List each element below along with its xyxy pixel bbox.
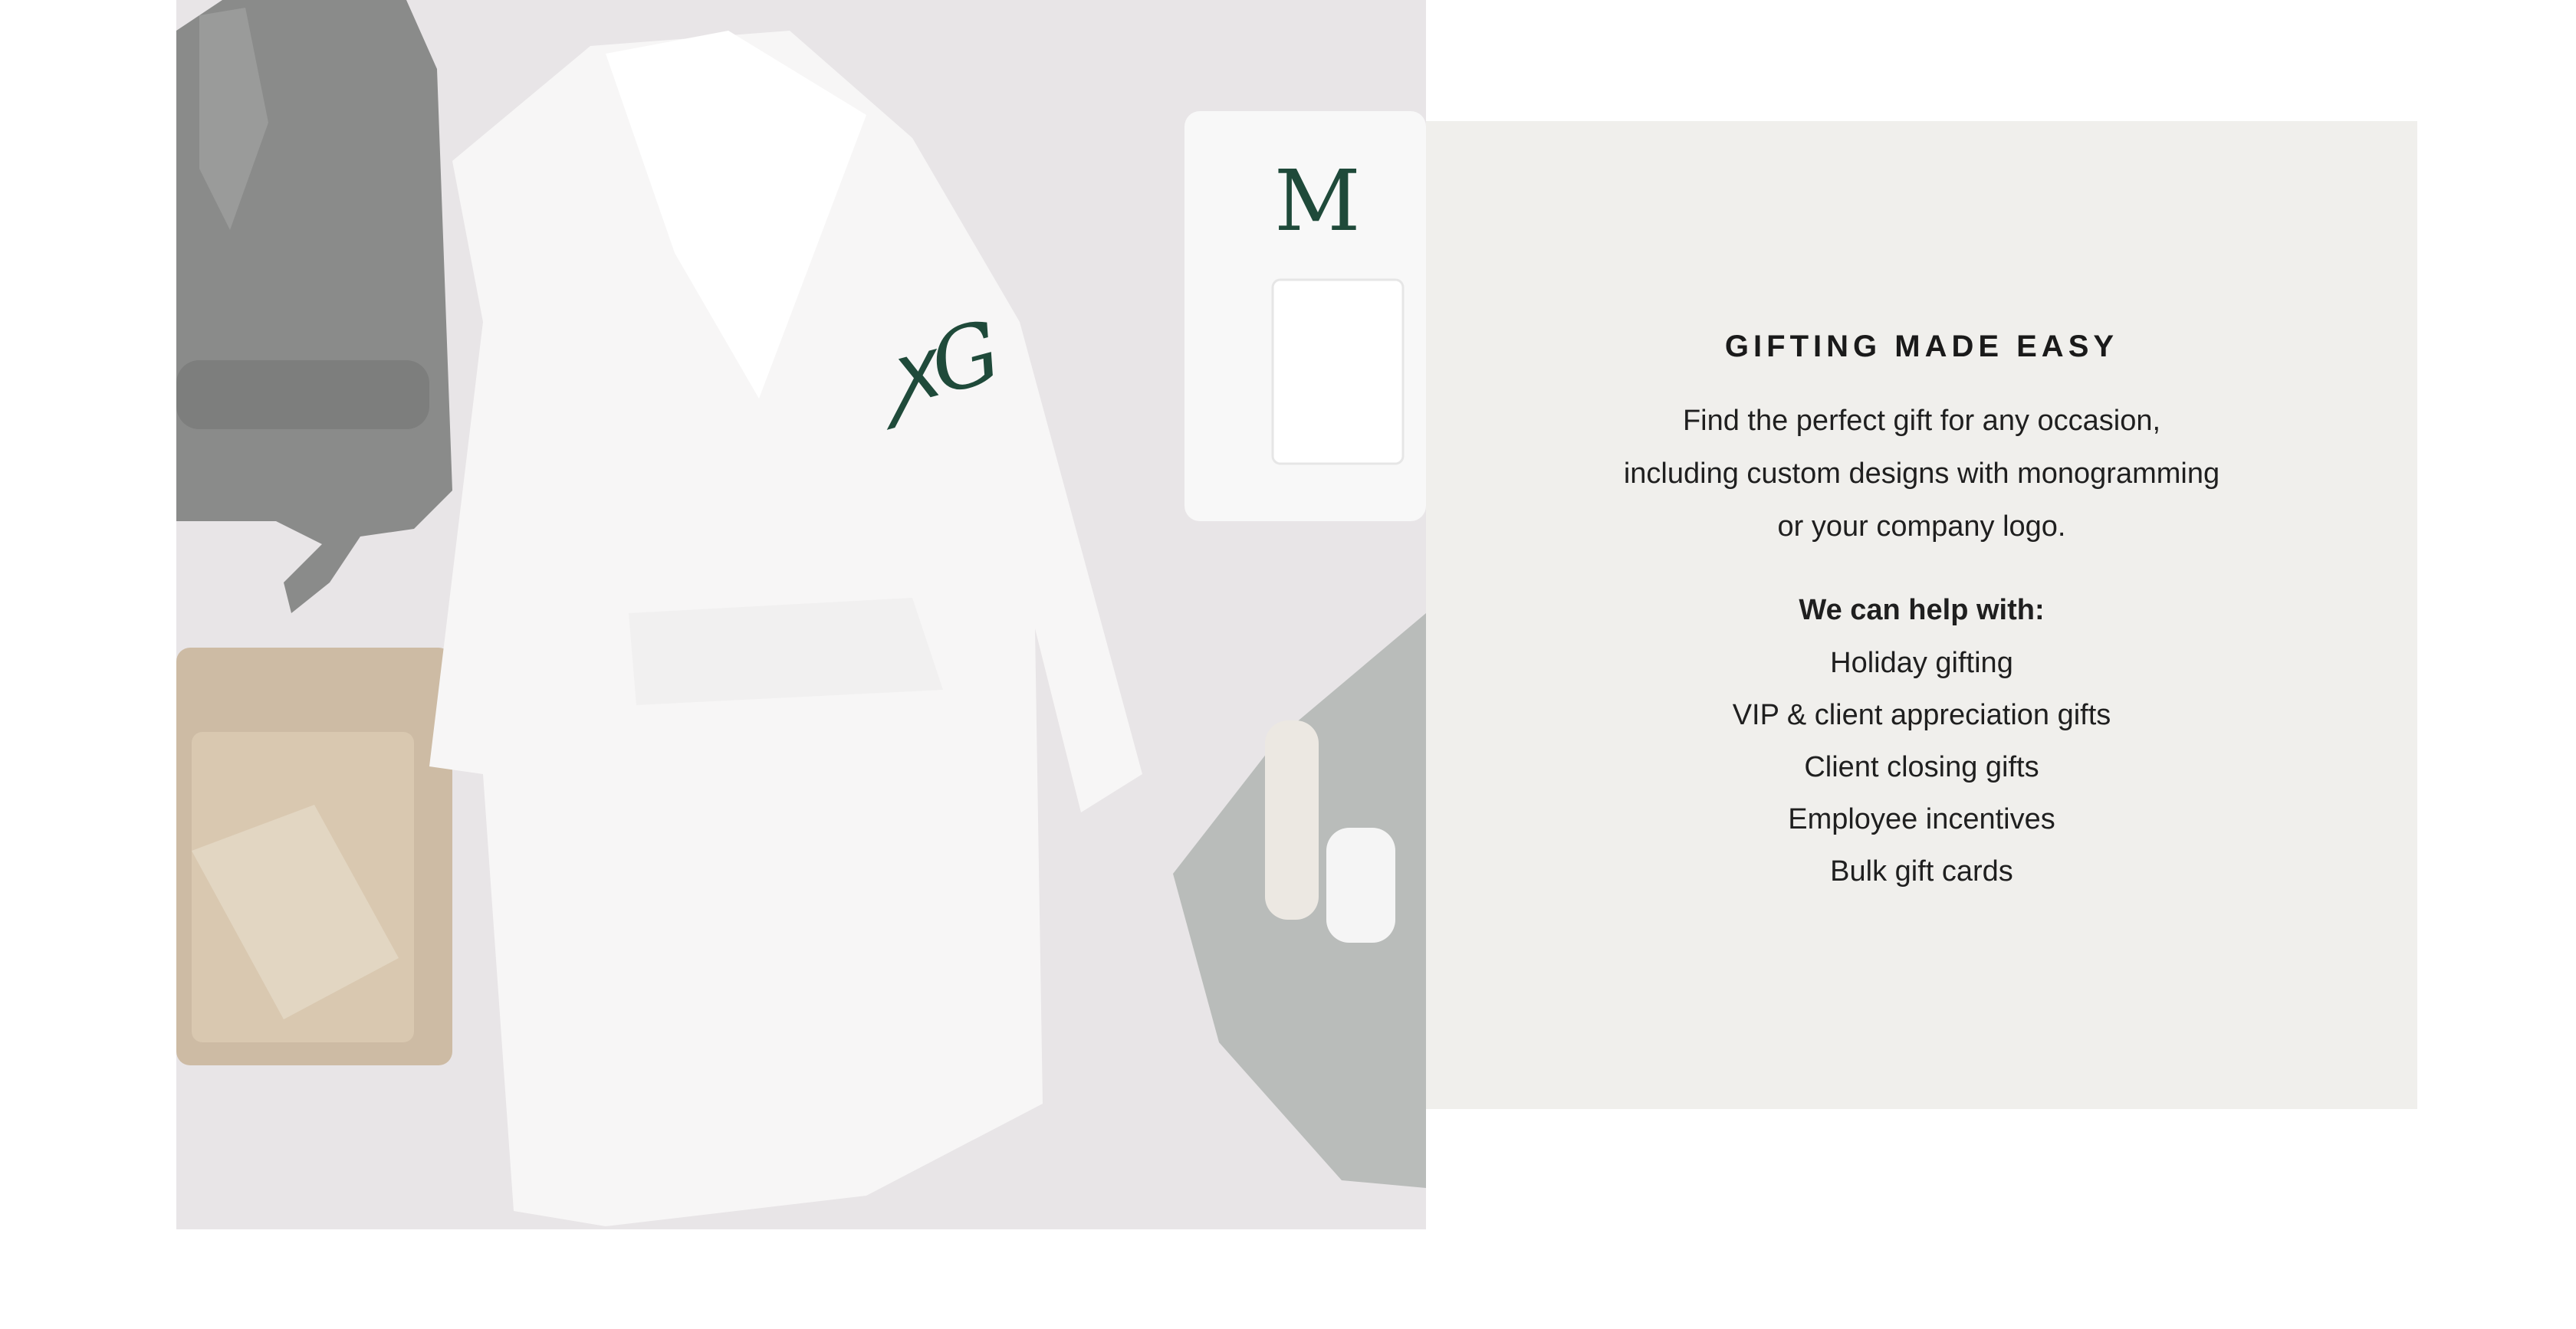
intro-line: including custom designs with monogramming (1623, 458, 2220, 490)
gifting-info-panel (1426, 121, 2417, 1109)
intro-line: or your company logo. (1777, 510, 2066, 543)
help-item-employee: Employee incentives (1788, 803, 2055, 835)
svg-text:M: M (1274, 152, 1361, 250)
svg-text:ꭗG: ꭗG (876, 301, 1010, 426)
intro-line: Find the perfect gift for any occasion, (1682, 405, 2161, 437)
help-item-gift-cards: Bulk gift cards (1830, 855, 2013, 888)
help-item-vip: VIP & client appreciation gifts (1732, 699, 2111, 731)
hero-image-robes-towels (176, 0, 1426, 1229)
panel-title: GIFTING MADE EASY (1724, 330, 2119, 363)
intro-text (1577, 395, 2267, 553)
help-list (1733, 637, 2111, 897)
help-item-holiday: Holiday gifting (1830, 647, 2013, 679)
help-heading: We can help with: (1799, 594, 2045, 626)
help-item-closing: Client closing gifts (1804, 751, 2039, 783)
